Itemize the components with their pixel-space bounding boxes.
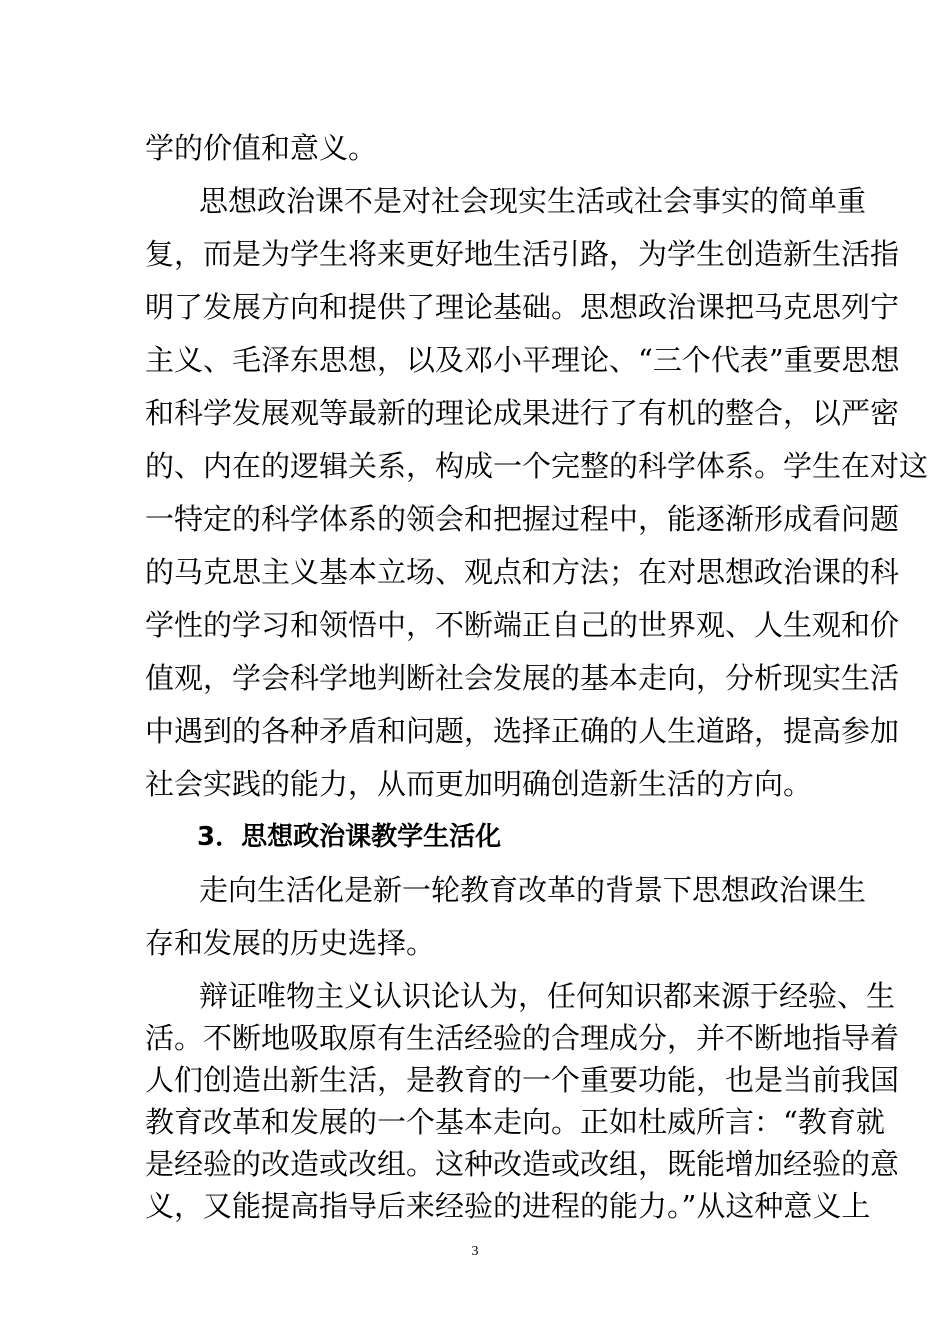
paragraph-line: 一特定的科学体系的领会和把握过程中，能逐渐形成看问题: [145, 502, 900, 536]
paragraph-line: 主义、毛泽东思想，以及邓小平理论、“三个代表”重要思想: [145, 343, 900, 377]
paragraph-line: 义，又能提高指导后来经验的进程的能力。”从这种意义上: [145, 1189, 871, 1223]
paragraph-line: 辩证唯物主义认识论认为，任何知识都来源于经验、生: [199, 979, 896, 1013]
paragraph-line: 社会实践的能力，从而更加明确创造新生活的方向。: [145, 767, 813, 801]
paragraph-line: 走向生活化是新一轮教育改革的背景下思想政治课生: [199, 873, 867, 907]
paragraph-line: 中遇到的各种矛盾和问题，选择正确的人生道路，提高参加: [145, 714, 900, 748]
page-number: 3: [471, 1244, 479, 1259]
paragraph-line: 教育改革和发展的一个基本走向。正如杜威所言：“教育就: [145, 1105, 885, 1139]
paragraph-line: 学性的学习和领悟中，不断端正自己的世界观、人生观和价: [145, 608, 900, 642]
paragraph-line: 存和发展的历史选择。: [145, 926, 436, 960]
paragraph-line: 人们创造出新生活，是教育的一个重要功能，也是当前我国: [145, 1063, 900, 1097]
paragraph-line: 的马克思主义基本立场、观点和方法；在对思想政治课的科: [145, 555, 900, 589]
paragraph-line: 和科学发展观等最新的理论成果进行了有机的整合，以严密: [145, 396, 900, 430]
paragraph-line: 值观，学会科学地判断社会发展的基本走向，分析现实生活: [145, 661, 900, 695]
paragraph-line: 思想政治课不是对社会现实生活或社会事实的简单重: [199, 184, 867, 218]
paragraph-line: 学的价值和意义。: [145, 131, 378, 165]
paragraph-line: 复，而是为学生将来更好地生活引路，为学生创造新生活指: [145, 237, 900, 271]
section-heading: 3．思想政治课教学生活化: [197, 822, 502, 852]
paragraph-line: 明了发展方向和提供了理论基础。思想政治课把马克思列宁: [145, 290, 900, 324]
paragraph-line: 是经验的改造或改组。这种改造或改组，既能增加经验的意: [145, 1147, 900, 1181]
paragraph-line: 的、内在的逻辑关系，构成一个完整的科学体系。学生在对这: [145, 449, 929, 483]
paragraph-line: 活。不断地吸取原有生活经验的合理成分，并不断地指导着: [145, 1021, 900, 1055]
